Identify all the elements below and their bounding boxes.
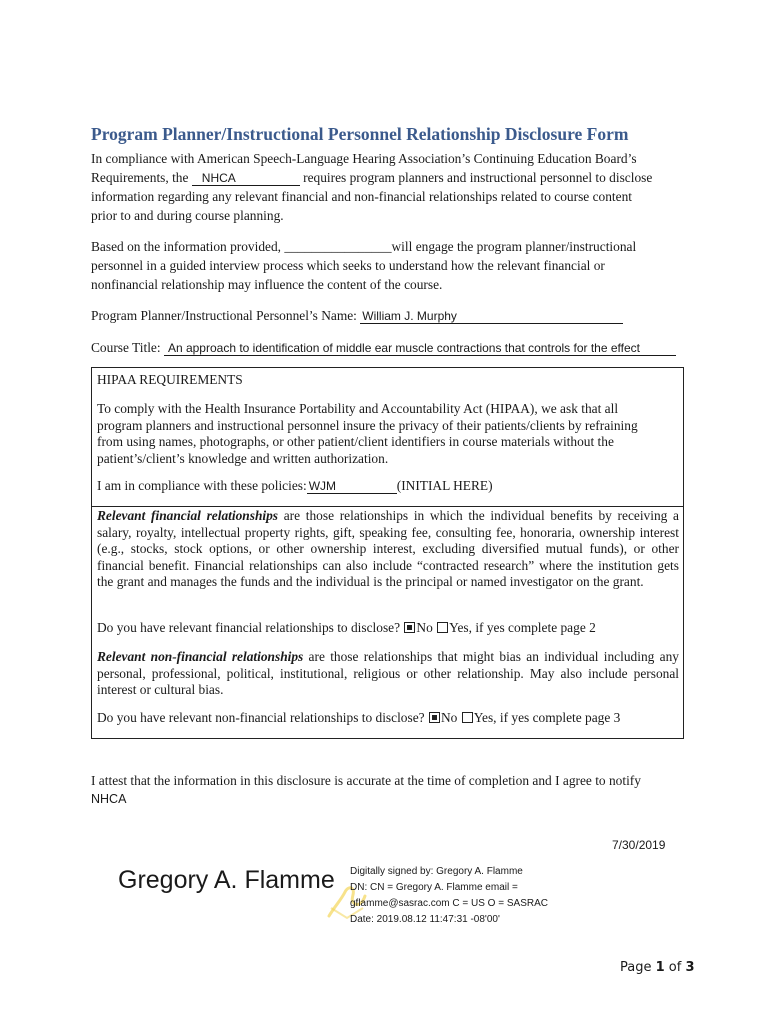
initials-field[interactable] (307, 479, 397, 494)
form-title: Program Planner/Instructional Personnel Relationship Disclosure Form (91, 124, 629, 144)
signature-line-4: Date: 2019.08.12 11:47:31 -08'00' (350, 914, 500, 925)
hipaa-compliance-row (97, 478, 493, 495)
digital-signature-details (350, 864, 548, 928)
hipaa-line-3: from using names, photographs, or other patient/client identifiers in course materials without the (97, 434, 614, 449)
financial-no-label: No (416, 620, 433, 635)
interview-line-1 (91, 237, 691, 256)
signature-line-2: DN: CN = Gregory A. Flamme email = (350, 882, 518, 893)
financial-yes-label: Yes, if yes complete page 2 (449, 620, 596, 635)
hipaa-line-2: program planners and instructional personnel insure the privacy of their patients/clients by refraining (97, 417, 638, 433)
page-number (620, 960, 695, 975)
signature-line-1: Digitally signed by: Gregory A. Flamme (350, 866, 523, 877)
financial-definition (97, 508, 679, 591)
compliance-label: I am in compliance with these policies: (97, 478, 307, 493)
financial-question: Do you have relevant financial relationships to disclose? (97, 620, 401, 635)
nonfinancial-term: Relevant non-financial relationships (97, 649, 304, 664)
intro-line-2-pre: Requirements, the (91, 170, 192, 185)
signer-name: Gregory A. Flamme (118, 866, 335, 894)
course-title-value: An approach to identification of middle ear muscle contractions that controls for the effect (167, 341, 640, 355)
nonfinancial-yes-label: Yes, if yes complete page 3 (473, 710, 621, 725)
intro-paragraph (91, 149, 691, 225)
personnel-name-label: Program Planner/Instructional Personnel’s Name: (91, 308, 361, 323)
engage-blank-field[interactable]: ________________ (284, 239, 392, 254)
intro-line-2 (91, 168, 691, 187)
nonfinancial-question: Do you have relevant non-financial relationships to disclose? (97, 710, 425, 725)
signature-line-3: gflamme@sasrac.com C = US O = SASRAC (350, 898, 548, 909)
initials-value: WJM (308, 479, 337, 493)
current-page: 1 (655, 960, 665, 975)
interview-line-2: personnel in a guided interview process which seeks to understand how the relevant financial or (91, 258, 605, 273)
nonfinancial-yes-checkbox[interactable] (462, 712, 473, 723)
attestation-text: I attest that the information in this disclosure is accurate at the time of completion and I agree to notify (91, 773, 641, 788)
initial-here-label: (INITIAL HERE) (396, 478, 493, 493)
page-label: Page (620, 960, 656, 975)
signature-date: 7/30/2019 (612, 838, 666, 852)
nonfinancial-definition (97, 649, 679, 699)
course-title-label: Course Title: (91, 340, 164, 355)
interview-line-1-post: will engage the program planner/instructional (391, 239, 637, 254)
total-pages: 3 (685, 960, 695, 975)
attestation-org: NHCA (91, 792, 127, 806)
intro-line-3: information regarding any relevant financial and non-financial relationships related to course content (91, 189, 632, 204)
intro-line-4: prior to and during course planning. (91, 208, 284, 223)
course-title-row (91, 338, 691, 357)
hipaa-section (92, 368, 683, 507)
nonfinancial-question-row (97, 710, 620, 727)
intro-line-1: In compliance with American Speech-Language Hearing Association’s Continuing Education Board’s (91, 151, 637, 166)
financial-yes-checkbox[interactable] (437, 622, 448, 633)
interview-paragraph (91, 237, 691, 294)
org-name-field[interactable] (192, 171, 300, 186)
personnel-name-value: William J. Murphy (362, 309, 457, 323)
financial-no-checkbox[interactable] (404, 622, 415, 633)
nonfinancial-definition-text: are those relationships that might bias an individual including any personal, professional, political, institutional, religious or other relationship. May also include personal interest or cultural bias. (97, 649, 679, 697)
personnel-name-row (91, 306, 691, 325)
interview-line-3: nonfinancial relationship may influence the content of the course. (91, 277, 443, 292)
org-name-value: NHCA (201, 171, 236, 185)
hipaa-text (97, 401, 638, 467)
hipaa-line-4: patient’s/client’s knowledge and written authorization. (97, 450, 389, 466)
nonfinancial-no-label: No (440, 710, 458, 725)
financial-question-row (97, 620, 596, 637)
intro-line-2-post: requires program planners and instructional personnel to disclose (299, 170, 653, 185)
hipaa-heading: HIPAA REQUIREMENTS (97, 372, 243, 387)
financial-definition-text: are those relationships in which the individual benefits by receiving a salary, royalty, intellectual property rights, gift, speaking fee, consulting fee, honoraria, ownership interest (e.g., stocks, stock options, or other ownership interest, excluding diversified mutual funds), or other financial benefit. Financial relationships can also include “contracted research” where the institution gets the grant and manages the funds and the individual is the principal or named investigator on the grant. (97, 508, 679, 589)
interview-line-1-pre: Based on the information provided, (91, 239, 285, 254)
disclosure-box (91, 367, 684, 739)
nonfinancial-no-checkbox[interactable] (429, 712, 440, 723)
hipaa-line-1: To comply with the Health Insurance Portability and Accountability Act (HIPAA), we ask that all (97, 401, 619, 416)
page-of-label: of (664, 960, 686, 975)
financial-term: Relevant financial relationships (97, 508, 279, 523)
attestation (91, 771, 691, 809)
personnel-name-field[interactable] (360, 309, 623, 324)
course-title-field[interactable] (164, 341, 676, 356)
